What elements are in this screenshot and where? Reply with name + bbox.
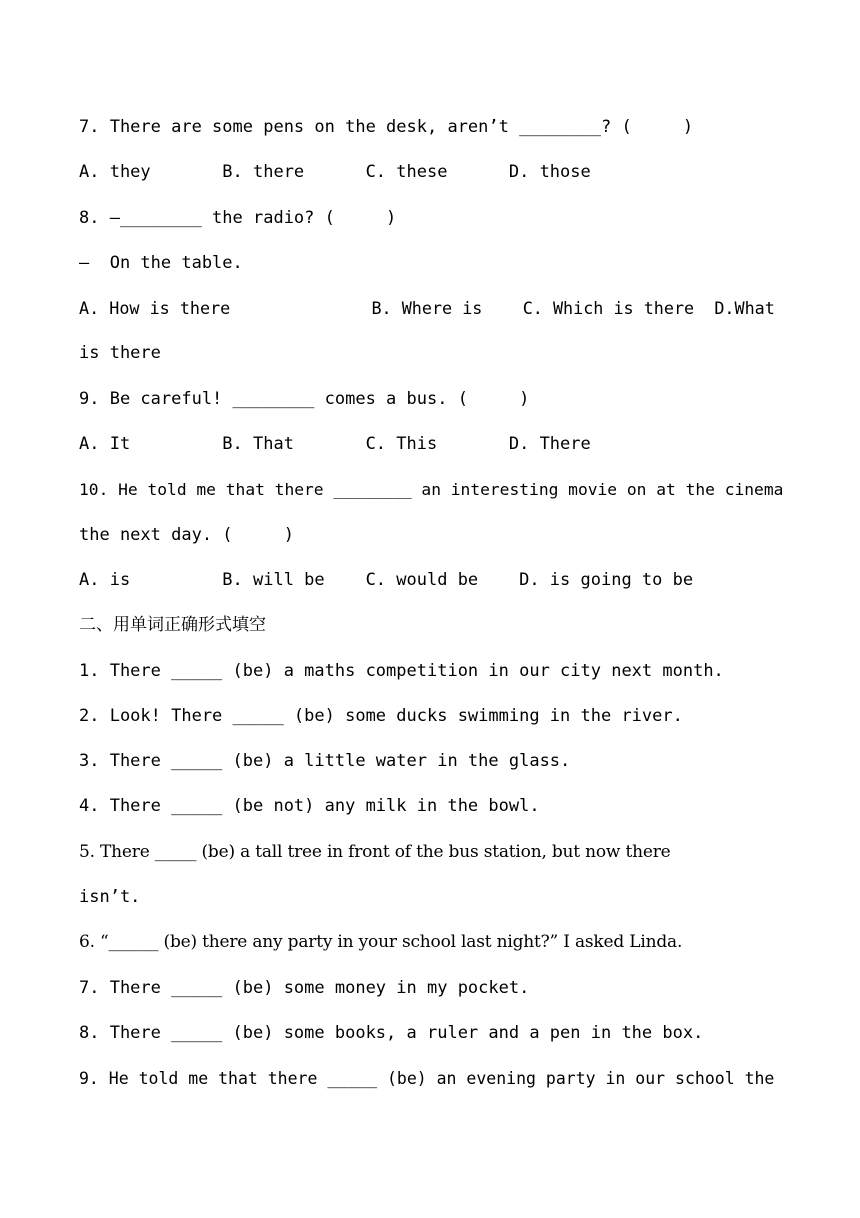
question-8-options: A. How is there B. Where is C. Which is there D.What bbox=[79, 298, 775, 319]
question-7: 7. There are some pens on the desk, aren’t ________? ( ) bbox=[79, 117, 694, 137]
question-10-options: A. is B. will be C. would be D. is going to be bbox=[79, 569, 694, 590]
fill-blank-4: 4. There _____ (be not) any milk in the bowl. bbox=[79, 796, 540, 817]
section-2-heading: 二、用单词正确形式填空 bbox=[79, 615, 266, 636]
fill-blank-7: 7. There _____ (be) some money in my pocket. bbox=[79, 977, 530, 998]
fill-blank-2: 2. Look! There _____ (be) some ducks swimming in the river. bbox=[79, 705, 683, 726]
question-7-options: A. they B. there C. these D. those bbox=[79, 162, 591, 183]
fill-blank-5-continued: isn’t. bbox=[79, 887, 141, 908]
exercise-content bbox=[79, 105, 783, 1102]
fill-blank-9: 9. He told me that there _____ (be) an evening party in our school the bbox=[79, 1069, 775, 1089]
question-10-continued: the next day. ( ) bbox=[79, 524, 294, 545]
fill-blank-6: 6. “______ (be) there any party in your school last night?” I asked Linda. bbox=[79, 932, 683, 953]
question-9: 9. Be careful! ________ comes a bus. ( ) bbox=[79, 388, 530, 409]
question-8-answer: — On the table. bbox=[79, 252, 243, 273]
question-10: 10. He told me that there ________ an interesting movie on at the cinema bbox=[79, 480, 783, 500]
question-8: 8. —________ the radio? ( ) bbox=[79, 207, 397, 228]
fill-blank-3: 3. There _____ (be) a little water in the glass. bbox=[79, 751, 571, 772]
fill-blank-5: 5. There _____ (be) a tall tree in front of the bus station, but now there bbox=[79, 841, 671, 862]
fill-blank-8: 8. There _____ (be) some books, a ruler and a pen in the box. bbox=[79, 1022, 704, 1043]
question-9-options: A. It B. That C. This D. There bbox=[79, 434, 591, 455]
question-8-options-continued: is there bbox=[79, 343, 161, 364]
fill-blank-1: 1. There _____ (be) a maths competition in our city next month. bbox=[79, 660, 724, 681]
